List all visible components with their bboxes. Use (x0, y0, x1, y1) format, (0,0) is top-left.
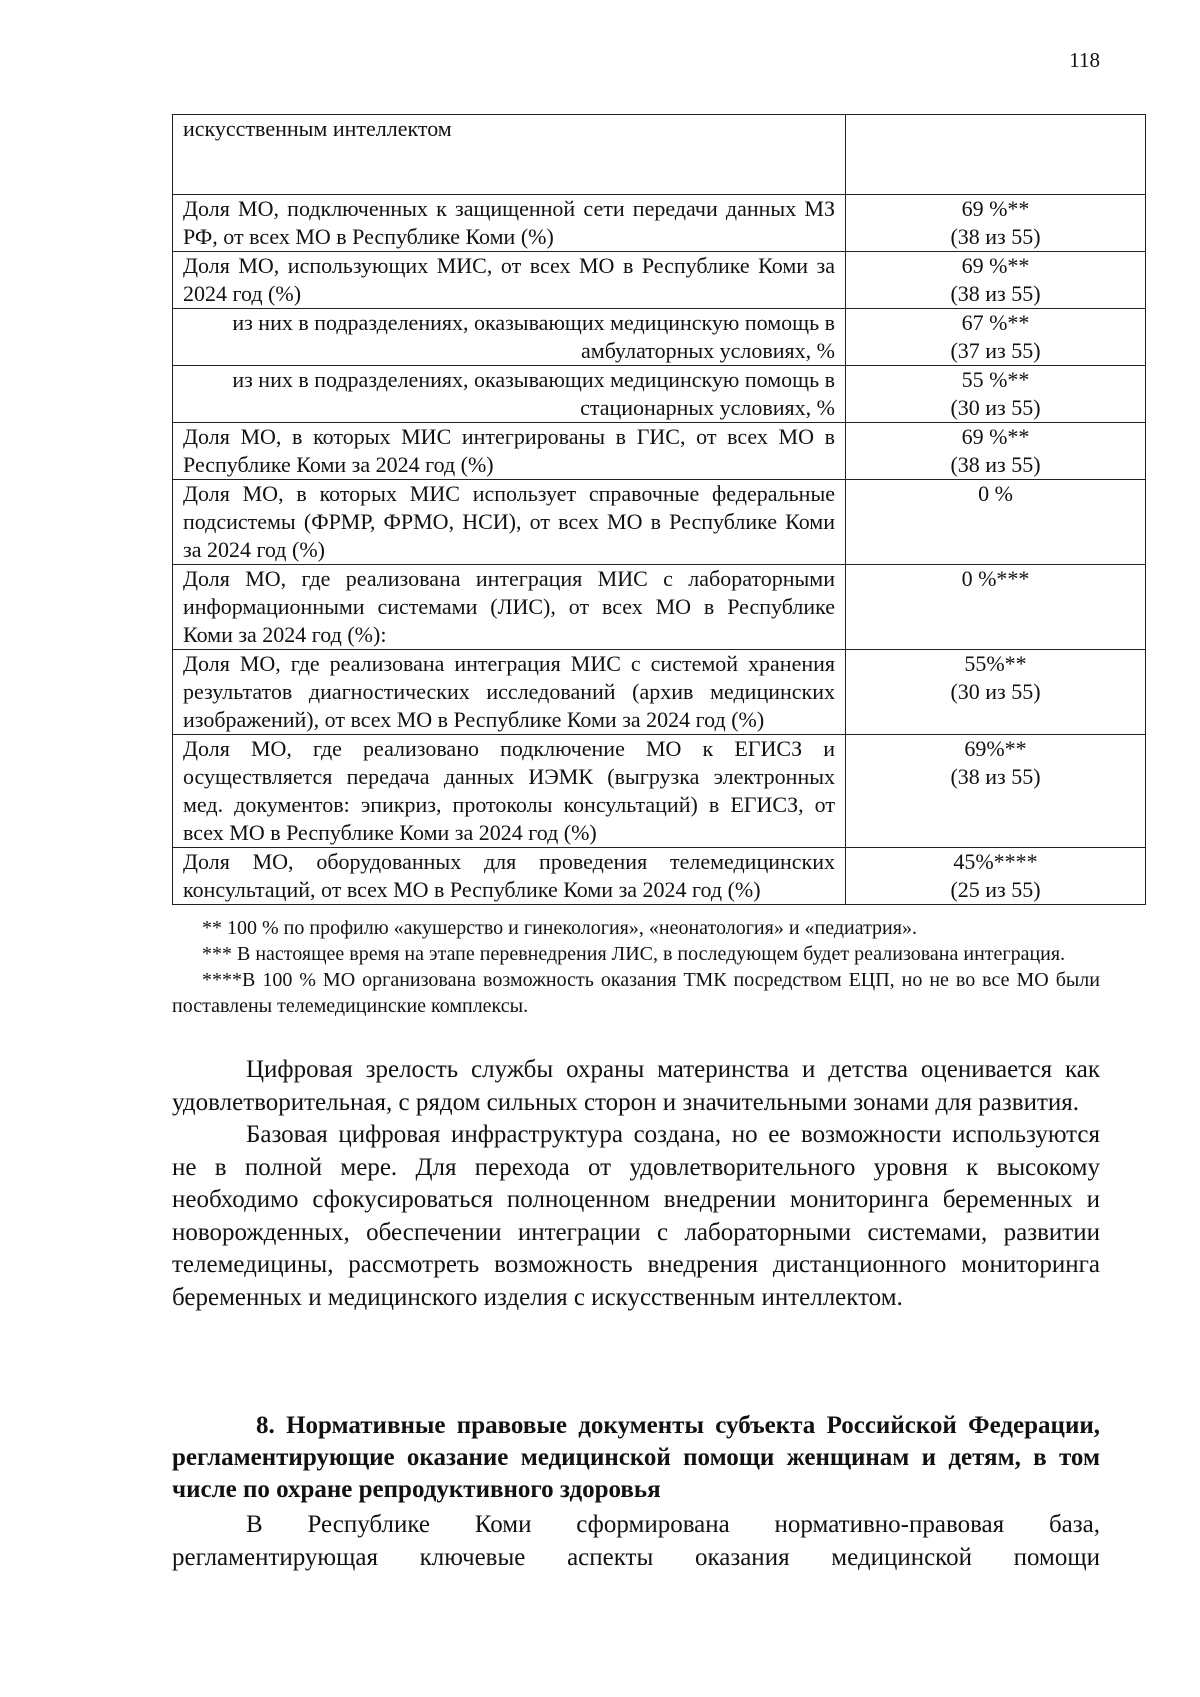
value-count: (37 из 55) (950, 338, 1041, 363)
value-percent: 69 %** (961, 253, 1030, 278)
value-percent: 0 %*** (961, 566, 1030, 591)
value-percent: 69 %** (961, 424, 1030, 449)
row-value (846, 848, 1146, 905)
footnote-3: ****В 100 % МО организована возможность оказания ТМК посредством ЕЦП, но не во все МО были поставлены телемедицинские комплексы. (172, 969, 1100, 1017)
row-value (846, 195, 1146, 252)
table-row (173, 565, 1146, 650)
row-value (846, 366, 1146, 423)
section-heading: 8. Нормативные правовые документы субъекта Российской Федерации, регламентирующие оказание медицинской помощи женщинам и детям, в том числе по охране репродуктивного здоровья (172, 1412, 1100, 1503)
row-description: Доля МО, где реализовано подключение МО к ЕГИСЗ и осуществляется передача данных ИЭМК (выгрузка электронных мед. документов: эпикриз, протоколы консультаций) в ЕГИСЗ, от всех МО в Республике Коми за 2024 год (%) (173, 735, 846, 848)
row-description: Доля МО, использующих МИС, от всех МО в Республике Коми за 2024 год (%) (173, 252, 846, 309)
row-description: Доля МО, в которых МИС интегрированы в ГИС, от всех МО в Республике Коми за 2024 год (%) (173, 423, 846, 480)
value-count: (30 из 55) (950, 679, 1041, 704)
row-value (846, 115, 1146, 195)
section-paragraph: В Республике Коми сформирована нормативно-правовая база, регламентирующая ключевые аспекты оказания медицинской помощи (172, 1511, 1100, 1571)
footnote-2: *** В настоящее время на этапе перевнедрения ЛИС, в последующем будет реализована интеграция. (202, 943, 1066, 965)
value-count: (30 из 55) (950, 395, 1041, 420)
metrics-table (172, 114, 1146, 905)
value-percent: 69%** (964, 736, 1027, 761)
value-percent: 67 %** (961, 310, 1030, 335)
row-value (846, 252, 1146, 309)
value-percent: 55%** (964, 651, 1027, 676)
row-value (846, 309, 1146, 366)
table-row (173, 423, 1146, 480)
value-count: (38 из 55) (950, 452, 1041, 477)
table-row (173, 195, 1146, 252)
row-description: Доля МО, где реализована интеграция МИС с системой хранения результатов диагностических исследований (архив медицинских изображений), от всех МО в Республике Коми за 2024 год (%) (173, 650, 846, 735)
table-row (173, 366, 1146, 423)
value-count: (38 из 55) (950, 224, 1041, 249)
row-value (846, 565, 1146, 650)
row-description: Доля МО, в которых МИС использует справочные федеральные подсистемы (ФРМР, ФРМО, НСИ), от всех МО в Республике Коми за 2024 год (%) (173, 480, 846, 565)
value-count: (25 из 55) (950, 877, 1041, 902)
row-description: из них в подразделениях, оказывающих медицинскую помощь в амбулаторных условиях, % (173, 309, 846, 366)
table-row (173, 480, 1146, 565)
row-description: Доля МО, подключенных к защищенной сети передачи данных МЗ РФ, от всех МО в Республике Коми (%) (173, 195, 846, 252)
footnote-1: ** 100 % по профилю «акушерство и гинекология», «неонатология» и «педиатрия». (202, 917, 917, 939)
row-description: из них в подразделениях, оказывающих медицинскую помощь в стационарных условиях, % (173, 366, 846, 423)
table-row (173, 115, 1146, 195)
row-description: Доля МО, где реализована интеграция МИС с лабораторными информационными системами (ЛИС), от всех МО в Республике Коми за 2024 год (%): (173, 565, 846, 650)
paragraph-digital-maturity: Цифровая зрелость службы охраны материнства и детства оценивается как удовлетворительная, с рядом сильных сторон и значительными зонами для развития. (172, 1056, 1100, 1116)
row-value (846, 480, 1146, 565)
value-percent: 0 % (978, 481, 1013, 506)
row-value (846, 735, 1146, 848)
table-row (173, 735, 1146, 848)
value-count: (38 из 55) (950, 281, 1041, 306)
paragraph-infrastructure: Базовая цифровая инфраструктура создана, но ее возможности используются не в полной мере. Для перехода от удовлетворительного уровня к высокому необходимо сфокусироваться полноценном внедрении мониторинга беременных и новорожденных, обеспечении интеграции с лабораторными системами, развитии телемедицины, рассмотреть возможность внедрения дистанционного мониторинга беременных и медицинского изделия с искусственным интеллектом. (172, 1121, 1100, 1311)
value-percent: 55 %** (961, 367, 1030, 392)
row-description: Доля МО, оборудованных для проведения телемедицинских консультаций, от всех МО в Республике Коми за 2024 год (%) (173, 848, 846, 905)
value-percent: 69 %** (961, 196, 1030, 221)
table-row (173, 848, 1146, 905)
table-row (173, 650, 1146, 735)
value-count: (38 из 55) (950, 764, 1041, 789)
row-value (846, 423, 1146, 480)
page-number: 118 (1069, 48, 1100, 72)
row-description: искусственным интеллектом (173, 115, 846, 195)
value-percent: 45%**** (953, 849, 1038, 874)
table-row (173, 309, 1146, 366)
body-text (172, 1054, 1100, 1314)
row-value (846, 650, 1146, 735)
table-row (173, 252, 1146, 309)
table-footnotes (172, 915, 1100, 1019)
